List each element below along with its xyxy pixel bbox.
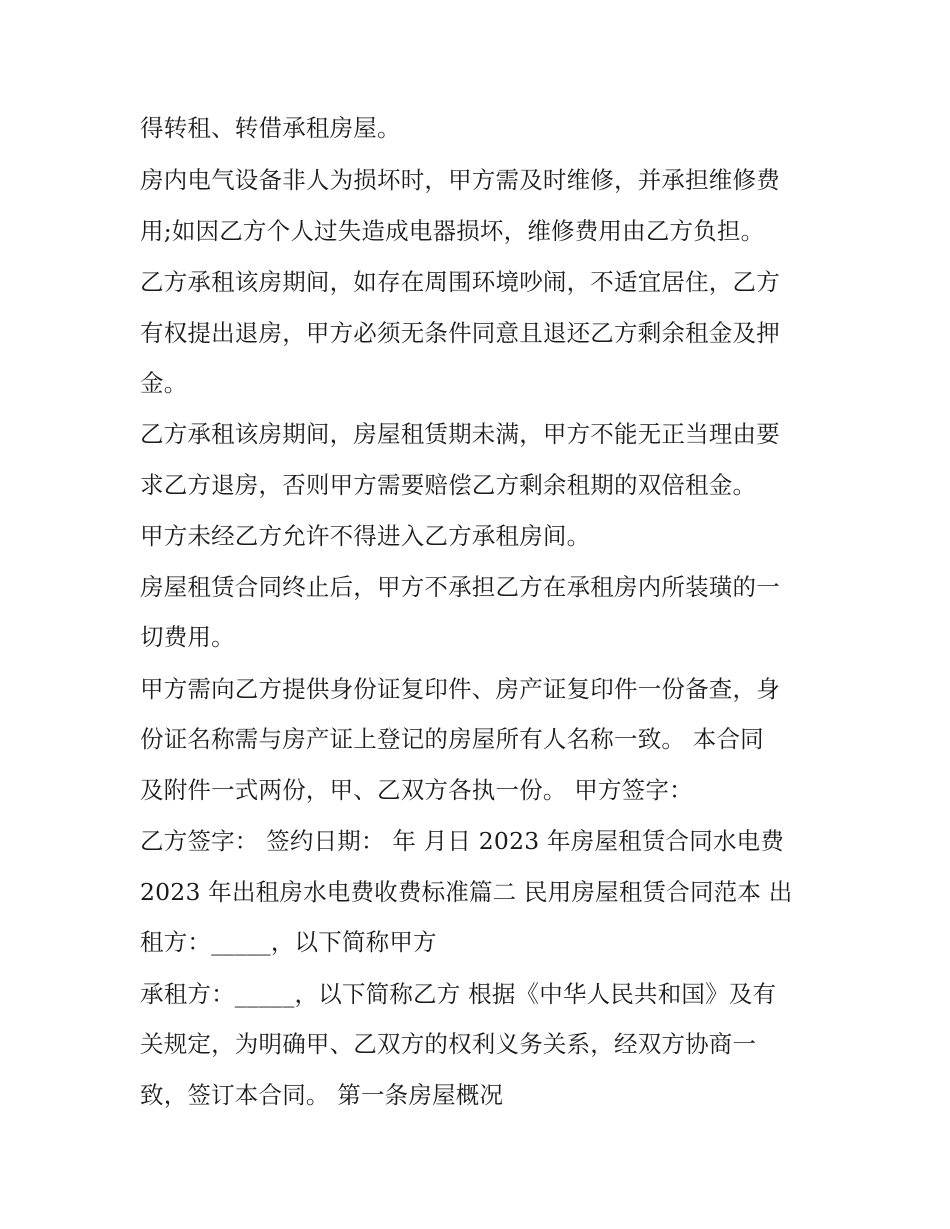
text-line: 用;如因乙方个人过失造成电器损坏，维修费用由乙方负担。 [140, 217, 765, 245]
text-line: 求乙方退房，否则甲方需要赔偿乙方剩余租期的双倍租金。 [140, 471, 757, 499]
text-line: 乙方签字： 签约日期： 年 月日 2023 年房屋租赁合同水电费 [140, 827, 785, 855]
text-line: 关规定，为明确甲、乙双方的权利义务关系，经双方协商一 [140, 1030, 757, 1058]
text-line: 租方：_____，以下简称甲方 [140, 928, 437, 956]
text-line: 有权提出退房，甲方必须无条件同意且退还乙方剩余租金及押 [140, 319, 780, 347]
text-line: 及附件一式两份，甲、乙双方各执一份。 甲方签字： [140, 776, 693, 804]
text-line: 甲方需向乙方提供身份证复印件、房产证复印件一份备查，身 [140, 675, 780, 703]
text-line: 切费用。 [140, 623, 235, 651]
text-line: 得转租、转借承租房屋。 [140, 114, 401, 142]
text-line: 甲方未经乙方允许不得进入乙方承租房间。 [140, 522, 591, 550]
text-line: 房屋租赁合同终止后，甲方不承担乙方在承租房内所装璜的一 [140, 573, 780, 601]
text-line: 致，签订本合同。 第一条房屋概况 [140, 1081, 504, 1109]
text-line: 乙方承租该房期间，如存在周围环境吵闹，不适宜居住，乙方 [140, 268, 780, 296]
text-line: 金。 [140, 369, 188, 397]
text-line: 房内电气设备非人为损坏时，甲方需及时维修，并承担维修费 [140, 166, 780, 194]
text-line: 2023 年出租房水电费收费标准篇二 民用房屋租赁合同范本 出 [140, 878, 793, 906]
text-line: 份证名称需与房产证上登记的房屋所有人名称一致。 本合同 [140, 725, 764, 753]
text-line: 乙方承租该房期间，房屋租赁期未满，甲方不能无正当理由要 [140, 420, 780, 448]
text-line: 承租方：_____，以下简称乙方 根据《中华人民共和国》及有 [140, 980, 777, 1008]
